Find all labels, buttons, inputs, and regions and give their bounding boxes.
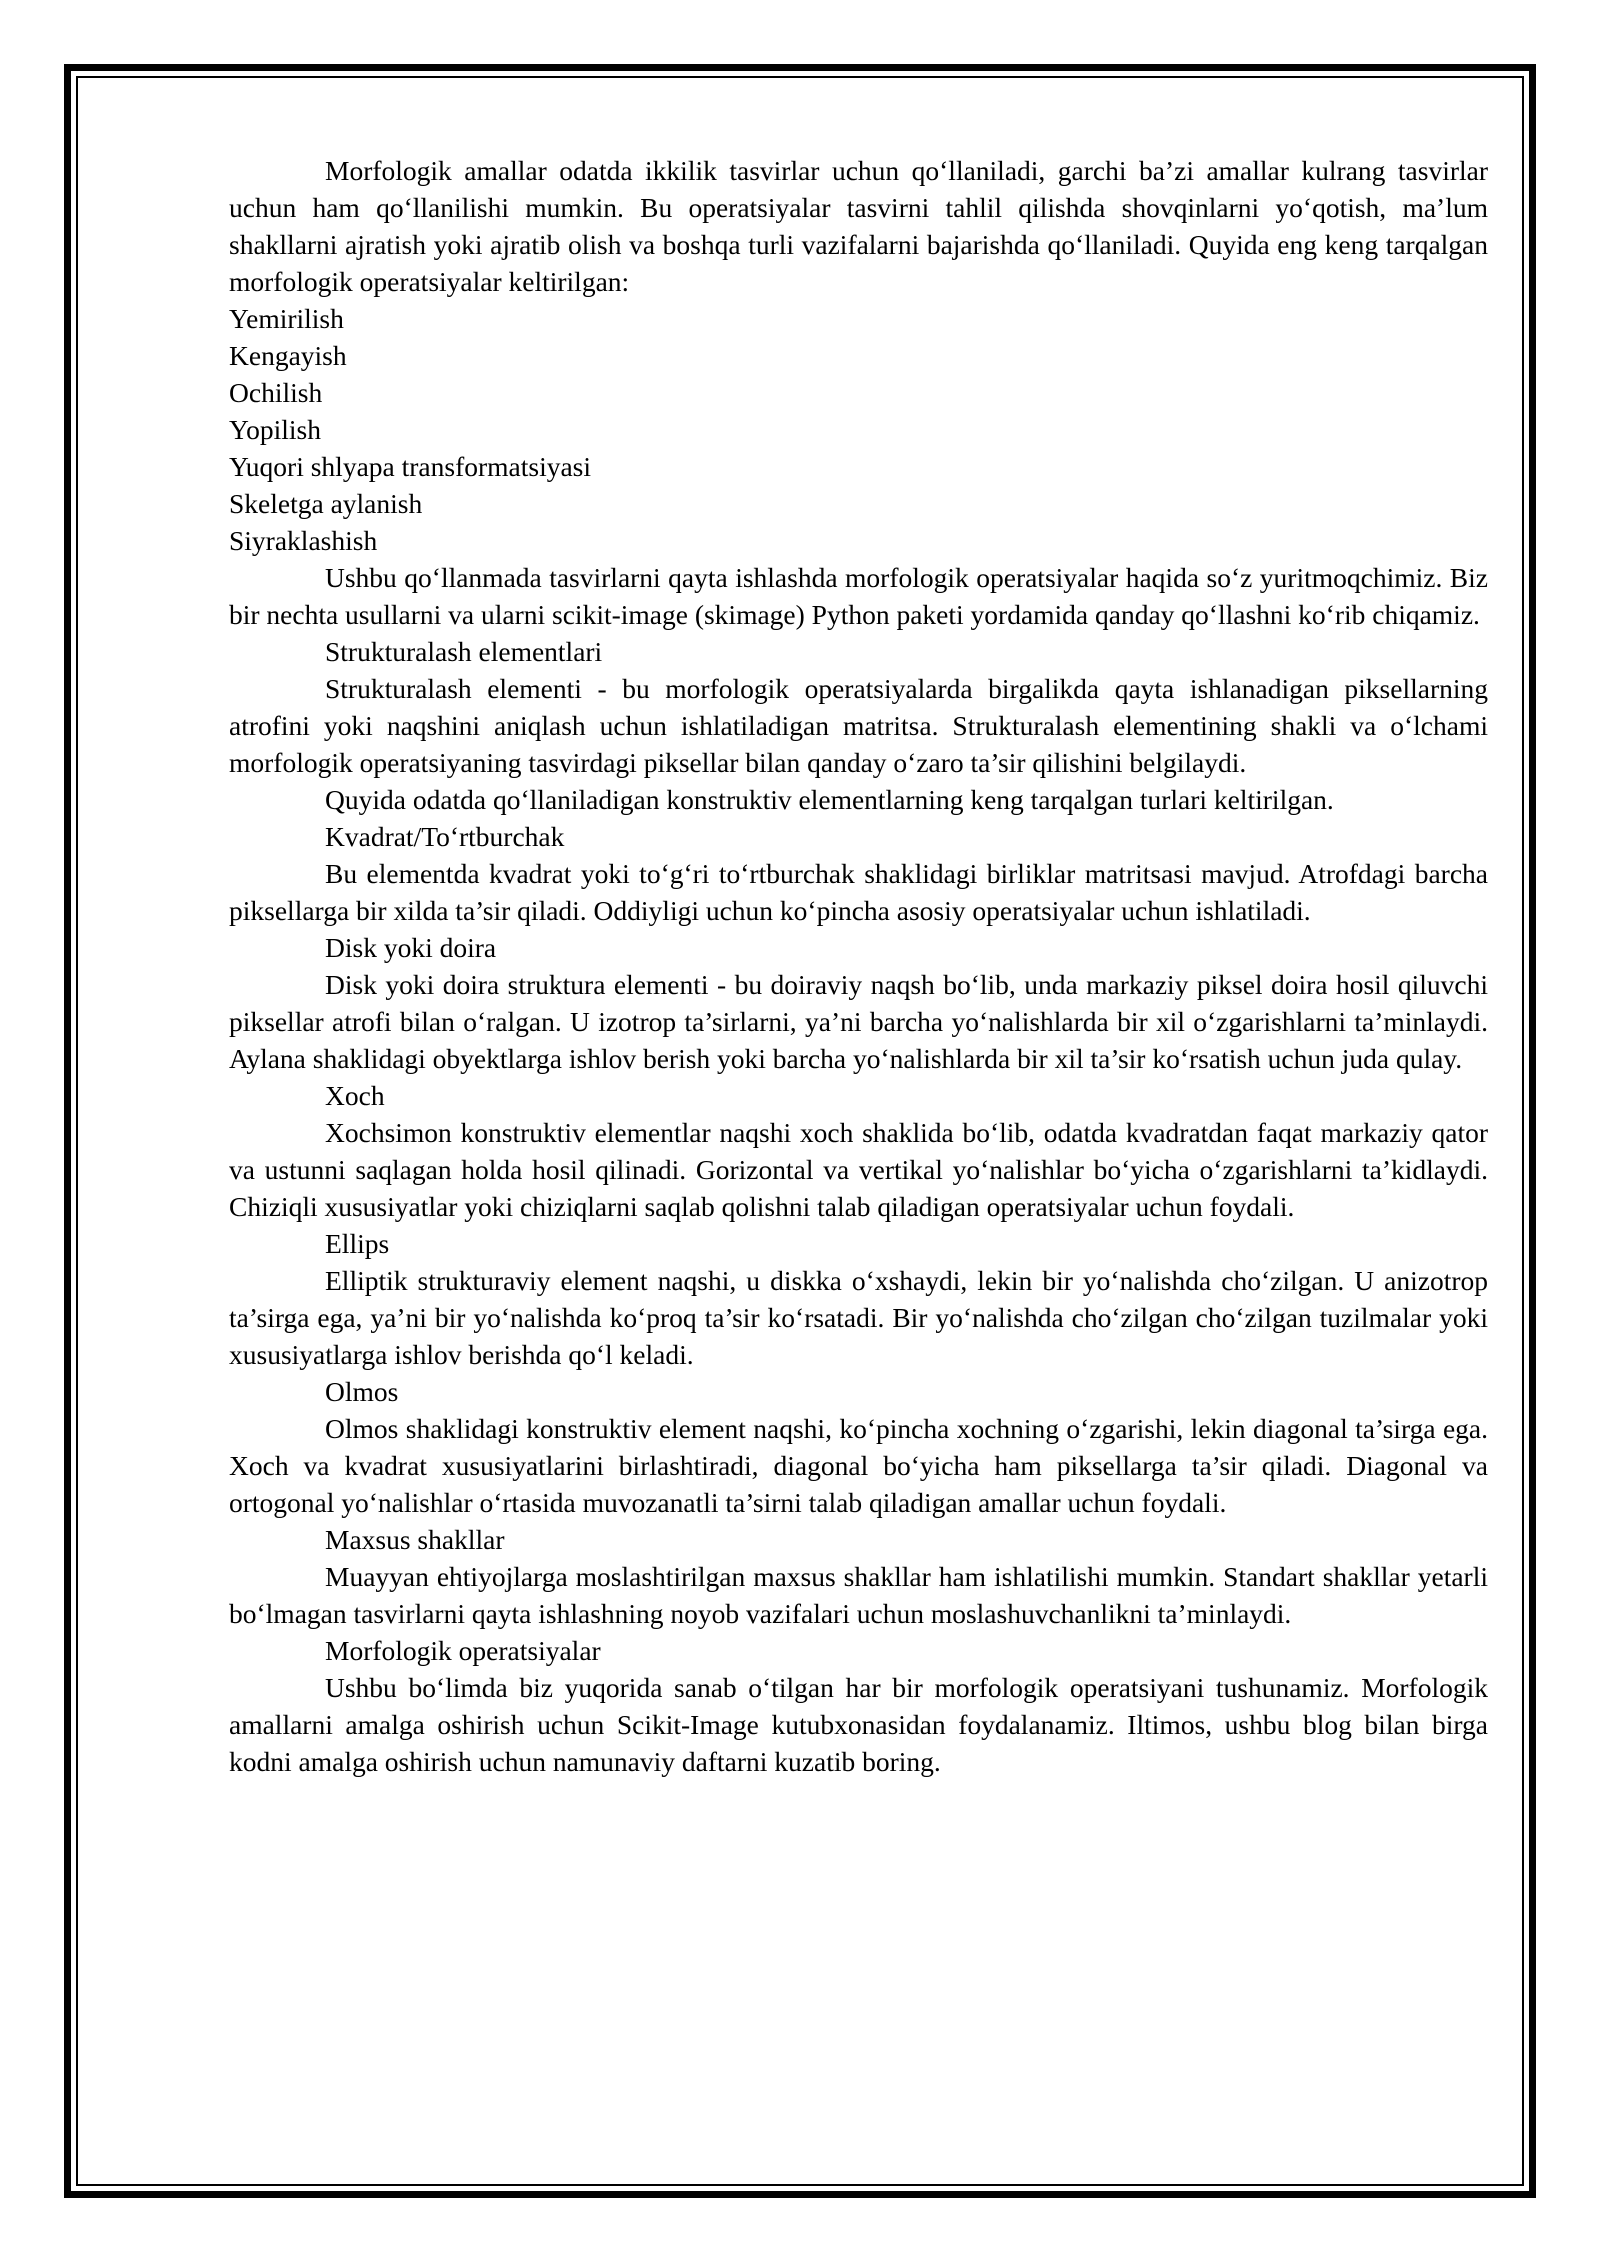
structuring-element-definition: Strukturalash elementi - bu morfologik operatsiyalarda birgalikda qayta ishlanadigan piksellarning atrofini yoki naqshini aniqlash uchun ishlatiladigan matritsa. Strukturalash elementining shakli va o‘lchami morfologik operatsiyaning tasvirdagi piksellar bilan qanday o‘zaro ta’sir qilishini belgilaydi. bbox=[229, 673, 1488, 778]
list-item: Ochilish bbox=[229, 377, 323, 408]
intro-paragraph: Morfologik amallar odatda ikkilik tasvirlar uchun qo‘llaniladi, garchi ba’zi amallar kulrang tasvirlar uchun ham qo‘llanilishi mumkin. Bu operatsiyalar tasvirni tahlil qilishda shovqinlarni yo‘qotish, ma’lum shakllarni ajratish yoki ajratib olish va boshqa turli vazifalarni bajarishda qo‘llaniladi. Quyida eng keng tarqalgan morfologik operatsiyalar keltirilgan: bbox=[229, 155, 1488, 297]
morphological-operations-paragraph: Ushbu bo‘limda biz yuqorida sanab o‘tilgan har bir morfologik operatsiyani tushunamiz. Morfologik amallarni amalga oshirish uchun Scikit-Image kutubxonasidan foydalanamiz. Iltimos, ushbu blog bilan birga kodni amalga oshirish uchun namunaviy daftarni kuzatib boring. bbox=[229, 1672, 1488, 1777]
list-item: Kengayish bbox=[229, 340, 347, 371]
document-body bbox=[229, 152, 1488, 1780]
ellipse-heading: Ellips bbox=[325, 1228, 390, 1259]
purpose-paragraph: Ushbu qo‘llanmada tasvirlarni qayta ishlashda morfologik operatsiyalar haqida so‘z yuritmoqchimiz. Biz bir nechta usullarni va ularni scikit-image (skimage) Python paketi yordamida qanday qo‘llashni ko‘rib chiqamiz. bbox=[229, 562, 1488, 630]
ellipse-paragraph: Elliptik strukturaviy element naqshi, u diskka o‘xshaydi, lekin bir yo‘nalishda cho‘zilgan. U anizotrop ta’sirga ega, ya’ni bir yo‘nalishda ko‘proq ta’sir ko‘rsatadi. Bir yo‘nalishda cho‘zilgan cho‘zilgan tuzilmalar yoki xususiyatlarga ishlov berishda qo‘l keladi. bbox=[229, 1265, 1488, 1370]
custom-shapes-paragraph: Muayyan ehtiyojlarga moslashtirilgan maxsus shakllar ham ishlatilishi mumkin. Standart shakllar yetarli bo‘lmagan tasvirlarni qayta ishlashning noyob vazifalari uchun moslashuvchanlikni ta’minlaydi. bbox=[229, 1561, 1488, 1629]
diamond-paragraph: Olmos shaklidagi konstruktiv element naqshi, ko‘pincha xochning o‘zgarishi, lekin diagonal ta’sirga ega. Xoch va kvadrat xususiyatlarini birlashtiradi, diagonal bo‘yicha ham piksellarga ta’sir qiladi. Diagonal va ortogonal yo‘nalishlar o‘rtasida muvozanatli ta’sirni talab qiladigan amallar uchun foydali. bbox=[229, 1413, 1488, 1518]
list-item: Siyraklashish bbox=[229, 525, 378, 556]
square-paragraph: Bu elementda kvadrat yoki to‘g‘ri to‘rtburchak shaklidagi birliklar matritsasi mavjud. Atrofdagi barcha piksellarga bir xilda ta’sir qiladi. Oddiyligi uchun ko‘pincha asosiy operatsiyalar uchun ishlatiladi. bbox=[229, 858, 1488, 926]
diamond-heading: Olmos bbox=[325, 1376, 399, 1407]
operations-list bbox=[229, 300, 1488, 559]
square-heading: Kvadrat/To‘rtburchak bbox=[325, 821, 565, 852]
list-item: Yuqori shlyapa transformatsiyasi bbox=[229, 451, 592, 482]
custom-shapes-heading: Maxsus shakllar bbox=[325, 1524, 505, 1555]
list-item: Yopilish bbox=[229, 414, 321, 445]
list-item: Skeletga aylanish bbox=[229, 488, 423, 519]
cross-paragraph: Xochsimon konstruktiv elementlar naqshi xoch shaklida bo‘lib, odatda kvadratdan faqat markaziy qator va ustunni saqlagan holda hosil qilinadi. Gorizontal va vertikal yo‘nalishlar bo‘yicha o‘zgarishlarni ta’kidlaydi. Chiziqli xususiyatlar yoki chiziqlarni saqlab qolishni talab qiladigan operatsiyalar uchun foydali. bbox=[229, 1117, 1488, 1222]
structuring-element-types-intro: Quyida odatda qo‘llaniladigan konstruktiv elementlarning keng tarqalgan turlari keltirilgan. bbox=[325, 784, 1334, 815]
morphological-operations-heading: Morfologik operatsiyalar bbox=[325, 1635, 601, 1666]
disk-heading: Disk yoki doira bbox=[325, 932, 497, 963]
disk-paragraph: Disk yoki doira struktura elementi - bu doiraviy naqsh bo‘lib, unda markaziy piksel doira hosil qiluvchi piksellar atrofi bilan o‘ralgan. U izotrop ta’sirlarni, ya’ni barcha yo‘nalishlarda bir xil o‘zgarishlarni ta’minlaydi. Aylana shaklidagi obyektlarga ishlov berish yoki barcha yo‘nalishlarda bir xil ta’sir ko‘rsatish uchun juda qulay. bbox=[229, 969, 1488, 1074]
list-item: Yemirilish bbox=[229, 303, 344, 334]
cross-heading: Xoch bbox=[325, 1080, 385, 1111]
structuring-elements-heading: Strukturalash elementlari bbox=[325, 636, 603, 667]
